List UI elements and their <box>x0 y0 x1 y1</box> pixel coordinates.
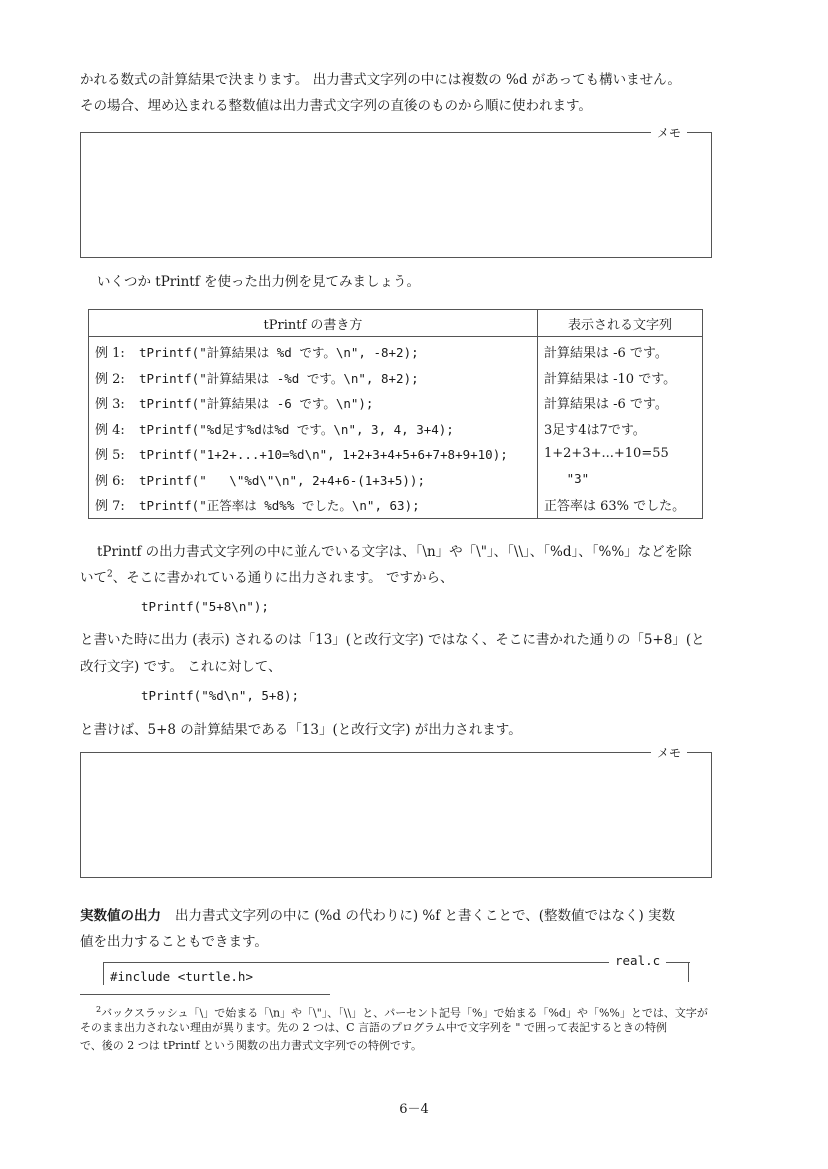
table-row <box>89 416 703 442</box>
example-label: 例 2: <box>95 371 125 387</box>
example-output: 3足す4は7です。 <box>544 422 646 438</box>
example-output: 計算結果は -6 です。 <box>544 397 668 413</box>
para2-line-2a: いて <box>80 570 107 586</box>
para2-line-2b: 、そこに書かれている通りに出力されます。 ですから、 <box>112 570 454 586</box>
example-code: tPrintf("計算結果は -%d です。\n", 8+2); <box>139 370 419 386</box>
memo-box-1 <box>80 132 712 258</box>
para2-line-2 <box>80 566 453 586</box>
section-line-1 <box>80 904 675 924</box>
example-output: 計算結果は -6 です。 <box>544 346 668 362</box>
footnote-line-2: そのまま出力されない理由が異ります。先の 2 つは、C 言語のプログラム中で文字列を " で囲って表記するときの特例 <box>80 1021 667 1034</box>
example-label: 例 1: <box>95 346 125 362</box>
footnote-text-1: バックスラッシュ「\」で始まる「\n」や「\"」、「\\」と、パーセント記号「%」で始まる「%d」や「%%」とでは、文字が <box>101 1006 708 1020</box>
example-output: 計算結果は -10 です。 <box>544 371 677 387</box>
table-row <box>89 365 703 391</box>
example-output: 正答率は 63% でした。 <box>544 499 686 515</box>
memo-box-2 <box>80 752 712 878</box>
example-label: 例 6: <box>95 473 125 489</box>
code-first-line: #include <turtle.h> <box>110 969 253 984</box>
examples-intro: いくつか tPrintf を使った出力例を見てみましょう。 <box>97 274 420 290</box>
page-number: 6－4 <box>399 1102 429 1117</box>
section-heading: 実数値の出力 <box>80 908 161 924</box>
example-label: 例 5: <box>95 448 125 464</box>
code-file-name: real.c <box>609 953 666 968</box>
code-example-2: tPrintf("%d\n", 5+8); <box>141 688 300 703</box>
memo-label-1: メモ <box>651 124 687 141</box>
para2-line-5: と書けば、5+8 の計算結果である「13」(と改行文字) が出力されます。 <box>80 722 522 738</box>
section-line-2: 値を出力することもできます。 <box>80 934 268 950</box>
table-header-code: tPrintf の書き方 <box>89 310 538 337</box>
para2-line-4: 改行文字) です。 これに対して、 <box>80 659 282 675</box>
table-row <box>89 467 703 493</box>
memo-label-2: メモ <box>651 744 687 761</box>
example-output: "3" <box>544 471 590 487</box>
example-code: tPrintf("計算結果は %d です。\n", -8+2); <box>139 345 419 361</box>
section-text-1: 出力書式文字列の中に (%d の代わりに) %f と書くことで、(整数値ではなく) 実数 <box>175 908 676 924</box>
footnote-rule <box>80 994 330 995</box>
footnote-ref: 2 <box>107 569 113 580</box>
table-row <box>89 441 703 467</box>
example-code: tPrintf("正答率は %d%% でした。\n", 63); <box>139 498 420 514</box>
example-label: 例 3: <box>95 397 125 413</box>
examples-table <box>88 309 703 519</box>
intro-line-2: その場合、埋め込まれる整数値は出力書式文字列の直後のものから順に使われます。 <box>80 98 592 114</box>
table-row <box>89 390 703 416</box>
footnote-line-3: で、後の 2 つは tPrintf という関数の出力書式文字列での特例です。 <box>80 1039 423 1052</box>
code-example-1: tPrintf("5+8\n"); <box>141 599 269 614</box>
table-row <box>89 337 703 365</box>
example-code: tPrintf("計算結果は -6 です。\n"); <box>139 396 374 412</box>
example-label: 例 4: <box>95 422 125 438</box>
code-listing-frame-right <box>688 962 690 982</box>
example-code: tPrintf(" \"%d\"\n", 2+4+6-(1+3+5)); <box>139 472 425 488</box>
table-header-output: 表示される文字列 <box>538 310 703 337</box>
example-label: 例 7: <box>95 499 125 515</box>
example-code: tPrintf("1+2+...+10=%d\n", 1+2+3+4+5+6+7+8+9+10); <box>139 447 508 463</box>
para2-line-3: と書いた時に出力 (表示) されるのは「13」(と改行文字) ではなく、そこに書かれた通りの「5+8」(と <box>80 632 705 648</box>
table-row <box>89 492 703 518</box>
intro-line-1: かれる数式の計算結果で決まります。 出力書式文字列の中には複数の %d があっても構いません。 <box>80 72 681 88</box>
para2-line-1: tPrintf の出力書式文字列の中に並んでいる文字は、「\n」や「\"」、「\\」、「%d」、「%%」などを除 <box>97 544 692 560</box>
example-output: 1+2+3+...+10=55 <box>544 446 669 462</box>
footnote-mark: 2 <box>96 1005 102 1014</box>
example-code: tPrintf("%d足す%dは%d です。\n", 3, 4, 3+4); <box>139 421 454 437</box>
